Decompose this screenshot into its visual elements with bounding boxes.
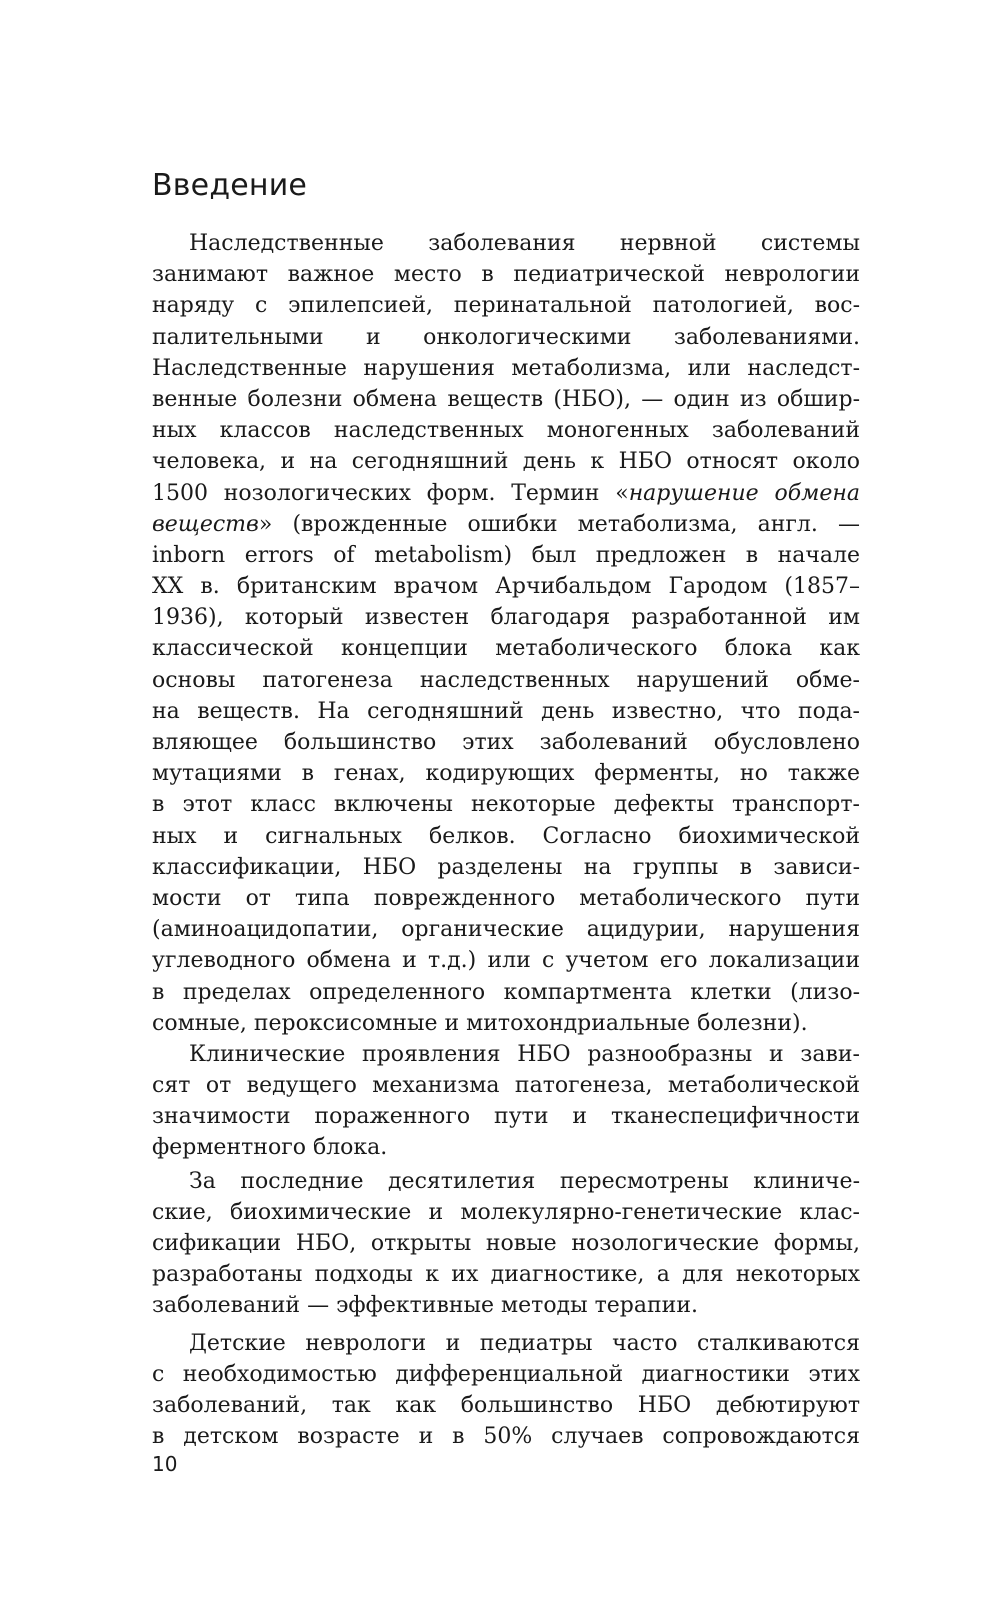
text-line: разработаны подходы к их диагностике, а для некоторых <box>152 1262 860 1288</box>
text-line: вляющее большинство этих заболеваний обусловлено <box>152 730 860 755</box>
text-line: занимают важное место в педиатрической неврологии <box>152 262 860 288</box>
italic-term: нарушение обмена <box>628 480 860 506</box>
text-line: наряду с эпилепсией, перинатальной патологией, вос- <box>152 293 860 319</box>
text-line: сификации НБО, открыты новые нозологические формы, <box>152 1231 860 1256</box>
text-line: на веществ. На сегодняшний день известно, что пода- <box>152 698 860 724</box>
text-line: XX в. британским врачом Арчибальдом Гародом (1857– <box>152 574 860 600</box>
paragraph-4 <box>152 1328 860 1453</box>
paragraph-1 <box>152 228 860 1039</box>
text-segment: » (врожденные ошибки метаболизма, англ. — <box>258 511 860 537</box>
text-line: inborn errors of metabolism) был предложен в начале <box>152 542 860 568</box>
text-line: ские, биохимические и молекулярно-генетические клас- <box>152 1199 860 1225</box>
text-segment: 1500 нозологических форм. Термин « <box>152 480 629 506</box>
text-line: ных классов наследственных моногенных заболеваний <box>152 418 860 444</box>
text-line: заболеваний — эффективные методы терапии. <box>152 1293 698 1319</box>
text-line: палительными и онкологическими заболеваниями. <box>152 324 860 350</box>
text-line: человека, и на сегодняшний день к НБО относят около <box>152 449 860 475</box>
text-line: 1936), который известен благодаря разработанной им <box>152 605 860 631</box>
text-line: в этот класс включены некоторые дефекты транспорт- <box>152 792 860 818</box>
text-line: Наследственные нарушения метаболизма, или наследст- <box>152 355 860 381</box>
text-line: мости от типа поврежденного метаболического пути <box>152 885 860 911</box>
text-line: с необходимостью дифференциальной диагностики этих <box>152 1361 860 1387</box>
paragraph-3 <box>152 1166 860 1322</box>
body-text <box>152 228 860 1452</box>
text-line: ных и сигнальных белков. Согласно биохимической <box>152 823 860 849</box>
text-line: основы патогенеза наследственных нарушений обме- <box>152 667 860 693</box>
text-line: углеводного обмена и т.д.) или с учетом его локализации <box>152 948 860 974</box>
text-line: заболеваний, так как большинство НБО дебютируют <box>152 1392 860 1418</box>
text-line: классификации, НБО разделены на группы в зависи- <box>152 854 860 880</box>
text-line: Детские неврологи и педиатры часто сталкиваются <box>189 1330 860 1356</box>
text-line-with-italic <box>152 478 860 509</box>
paragraph-2 <box>152 1039 860 1164</box>
text-line: в пределах определенного компартмента клетки (лизо- <box>152 979 860 1005</box>
text-line: За последние десятилетия пересмотрены клиниче- <box>189 1168 860 1194</box>
text-line: в детском возрасте и в 50% случаев сопровождаются <box>152 1424 860 1450</box>
chapter-heading: Введение <box>152 168 308 203</box>
text-line-with-italic <box>152 509 860 540</box>
text-line: венные болезни обмена веществ (НБО), — один из обшир- <box>152 386 860 412</box>
text-line: классической концепции метаболического блока как <box>152 636 860 662</box>
text-line: (аминоацидопатии, органические ацидурии, нарушения <box>152 917 860 943</box>
italic-term: веществ <box>152 511 259 537</box>
text-line: ферментного блока. <box>152 1135 388 1161</box>
text-line: сят от ведущего механизма патогенеза, метаболической <box>152 1073 860 1099</box>
page-number: 10 <box>152 1452 178 1476</box>
text-line: сомные, пероксисомные и митохондриальные болезни). <box>152 1010 808 1036</box>
text-line: Наследственные заболевания нервной системы <box>189 231 860 256</box>
text-line: мутациями в генах, кодирующих ферменты, но также <box>152 761 860 787</box>
text-line: Клинические проявления НБО разнообразны и зави- <box>189 1041 860 1067</box>
text-line: значимости пораженного пути и тканеспецифичности <box>152 1104 860 1130</box>
